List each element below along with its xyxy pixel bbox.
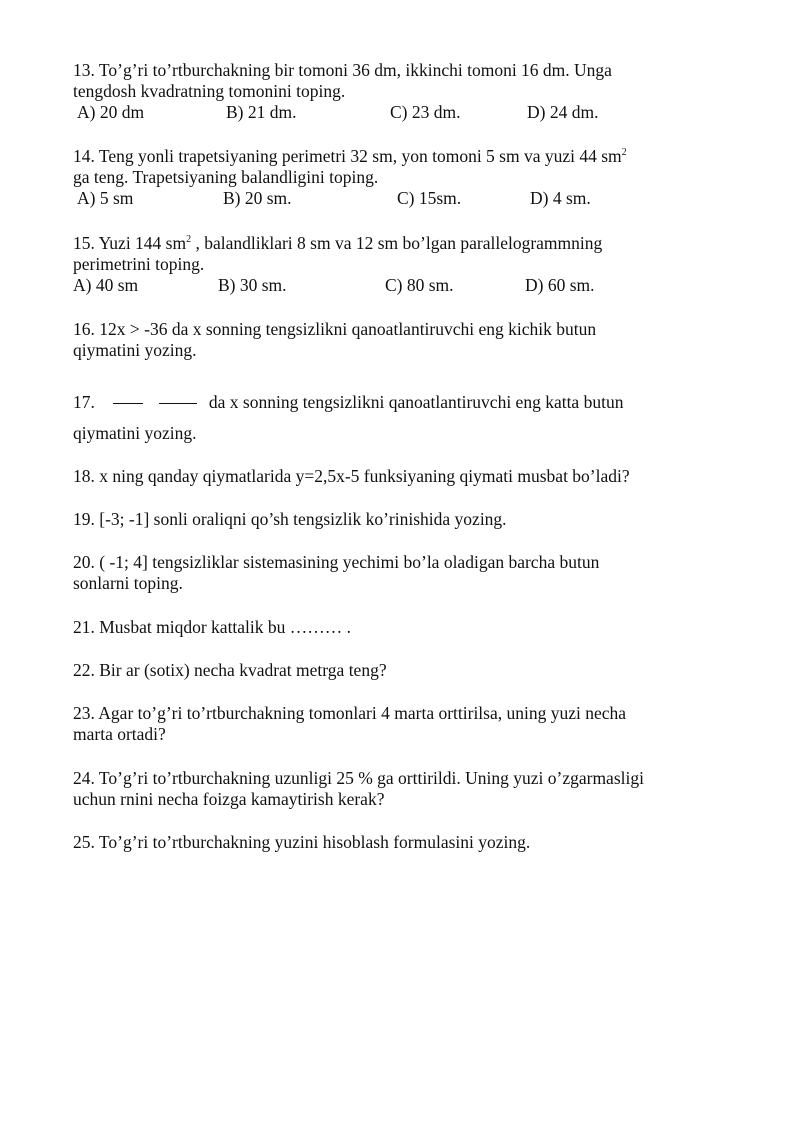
question-17-line-1	[73, 392, 723, 413]
question-16	[73, 319, 723, 361]
fraction-bar	[159, 403, 197, 404]
question-23-line-2: marta ortadi?	[73, 724, 166, 744]
option-c: C) 15sm.	[397, 188, 462, 208]
question-15-text-post: , balandliklari 8 sm va 12 sm bo’lgan parallelogrammning	[191, 233, 603, 253]
question-16-line-1: 16. 12x > -36 da x sonning tengsizlikni qanoatlantiruvchi eng kichik butun	[73, 319, 597, 339]
question-25-line-1: 25. To’g’ri to’rtburchakning yuzini hisoblash formulasini yozing.	[73, 832, 531, 852]
question-24-line-2: uchun rnini necha foizga kamaytirish kerak?	[73, 789, 385, 809]
question-21-line-1: 21. Musbat miqdor kattalik bu ……… .	[73, 617, 352, 637]
option-d: D) 60 sm.	[525, 275, 595, 295]
question-17	[73, 392, 723, 444]
option-a: A) 20 dm	[77, 102, 145, 122]
question-15	[73, 233, 723, 295]
option-c: C) 23 dm.	[390, 102, 461, 122]
superscript: 2	[186, 234, 192, 245]
question-18-line-1: 18. x ning qanday qiymatlarida y=2,5x-5 funksiyaning qiymati musbat bo’ladi?	[73, 466, 630, 486]
question-19	[73, 509, 723, 530]
question-14-line-1	[73, 146, 723, 167]
fraction-bar	[113, 403, 143, 404]
question-20-line-2: sonlarni toping.	[73, 573, 183, 593]
option-d: D) 4 sm.	[530, 188, 591, 208]
option-b: B) 20 sm.	[223, 188, 292, 208]
question-20	[73, 552, 723, 594]
question-14-text: 14. Teng yonli trapetsiyaning perimetri 32 sm, yon tomoni 5 sm va yuzi 44 sm	[73, 146, 622, 166]
option-c: C) 80 sm.	[385, 275, 454, 295]
question-17-text: da x sonning tengsizlikni qanoatlantiruvchi eng katta butun	[208, 392, 624, 412]
option-b: B) 21 dm.	[226, 102, 297, 122]
question-14	[73, 146, 723, 208]
question-24-line-1: 24. To’g’ri to’rtburchakning uzunligi 25 % ga orttirildi. Uning yuzi o’zgarmasligi	[73, 768, 644, 788]
option-b: B) 30 sm.	[218, 275, 287, 295]
question-18	[73, 466, 723, 487]
question-17-line-2: qiymatini yozing.	[73, 423, 197, 443]
question-22	[73, 660, 723, 681]
question-20-line-1: 20. ( -1; 4] tengsizliklar sistemasining yechimi bo’la oladigan barcha butun	[73, 552, 600, 572]
question-13-line-1: 13. To’g’ri to’rtburchakning bir tomoni 36 dm, ikkinchi tomoni 16 dm. Unga	[73, 60, 612, 80]
option-a: A) 40 sm	[73, 275, 139, 295]
question-22-line-1: 22. Bir ar (sotix) necha kvadrat metrga teng?	[73, 660, 387, 680]
question-17-number: 17.	[73, 392, 95, 412]
question-25	[73, 832, 723, 853]
question-15-options	[73, 275, 723, 296]
question-13-options	[73, 102, 723, 123]
option-a: A) 5 sm	[77, 188, 134, 208]
question-21	[73, 617, 723, 638]
question-14-options	[73, 188, 723, 209]
question-15-text-pre: 15. Yuzi 144 sm	[73, 233, 187, 253]
question-13	[73, 60, 723, 122]
question-13-line-2: tengdosh kvadratning tomonini toping.	[73, 81, 346, 101]
question-24	[73, 768, 723, 810]
question-19-line-1: 19. [-3; -1] sonli oraliqni qo’sh tengsizlik ko’rinishida yozing.	[73, 509, 507, 529]
superscript: 2	[621, 147, 627, 158]
question-23	[73, 703, 723, 745]
question-16-line-2: qiymatini yozing.	[73, 340, 197, 360]
question-15-line-2: perimetrini toping.	[73, 254, 205, 274]
question-14-line-2: ga teng. Trapetsiyaning balandligini toping.	[73, 167, 379, 187]
question-23-line-1: 23. Agar to’g’ri to’rtburchakning tomonlari 4 marta orttirilsa, uning yuzi necha	[73, 703, 627, 723]
option-d: D) 24 dm.	[527, 102, 599, 122]
question-15-line-1	[73, 233, 723, 254]
